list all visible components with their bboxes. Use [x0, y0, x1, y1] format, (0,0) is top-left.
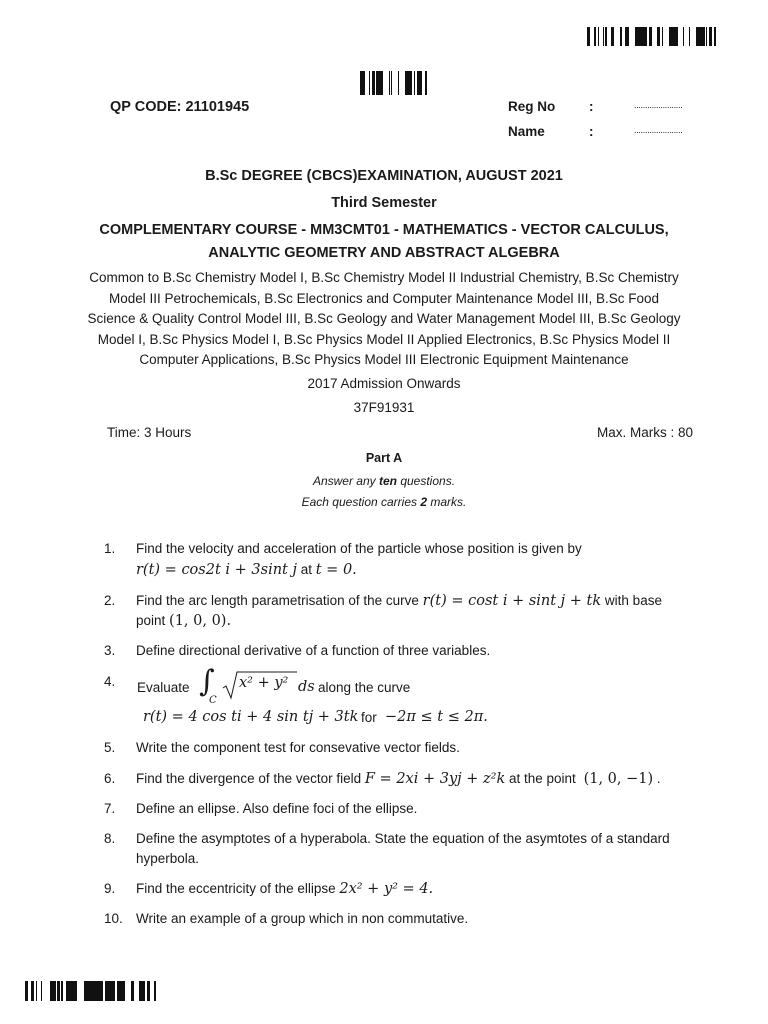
question-6-number: 6. [104, 771, 116, 786]
question-9 [136, 879, 696, 899]
question-4-radicand: x² + y² [239, 675, 289, 691]
question-8 [136, 829, 696, 869]
reg-no-colon: : [589, 99, 594, 114]
common-line-2: Model III Petrochemicals, B.Sc Electronics and Computer Maintenance Model III, B.Sc Food [109, 291, 659, 306]
question-1-at: at [296, 562, 316, 577]
question-7-text: Define an ellipse. Also define foci of the ellipse. [136, 801, 418, 816]
question-2-math-curve: r(t) = cost i + sint j + tk [422, 593, 602, 609]
question-2-text: Find the arc length parametrisation of the curve [136, 593, 423, 608]
question-10-text: Write an example of a group which in non commutative. [136, 911, 469, 926]
common-line-1: Common to B.Sc Chemistry Model I, B.Sc Chemistry Model II Industrial Chemistry, B.Sc Chemistry [89, 270, 679, 285]
question-9-text: Find the eccentricity of the ellipse [136, 881, 340, 896]
question-3-number: 3. [104, 643, 116, 658]
question-4-ds: ds [298, 679, 315, 695]
common-line-4: Model I, B.Sc Physics Model I, B.Sc Physics Model II Applied Electronics, B.Sc Physics Model II [97, 332, 671, 347]
question-4-for: for [361, 710, 377, 725]
time-label: Time: 3 Hours [107, 425, 192, 440]
part-a-instruction-1 [0, 474, 768, 488]
question-4-integral-sign: ∫ [199, 664, 215, 699]
reg-no-field[interactable]: ...................... [634, 100, 683, 110]
qp-code: QP CODE: 21101945 [110, 99, 250, 115]
question-2-line-1 [136, 591, 696, 611]
question-1-line-2 [136, 560, 696, 580]
question-6-end: . [653, 771, 661, 786]
question-6 [136, 769, 696, 789]
question-6-math-point: (1, 0, −1) [583, 771, 654, 787]
question-4-integral-sub: C [209, 695, 217, 706]
name-colon: : [589, 124, 594, 139]
part-a-instruction-2 [0, 495, 768, 509]
exam-title: B.Sc DEGREE (CBCS)EXAMINATION, AUGUST 2021 [205, 168, 563, 184]
question-1-math-position: r(t) = cos2t i + 3sint j [136, 562, 297, 578]
part-a-title: Part A [365, 451, 403, 465]
question-2-line-2 [136, 611, 696, 631]
question-3-text: Define directional derivative of a function of three variables. [136, 643, 491, 658]
instr2-pre: Each question carries [301, 495, 421, 509]
barcode-top-center-icon [353, 71, 429, 95]
barcode-bottom-left-icon [25, 981, 156, 1001]
question-9-math-ellipse: 2x² + y² = 4. [339, 881, 434, 897]
question-4-along: along the curve [318, 680, 411, 695]
question-5-text: Write the component test for consevative vector fields. [136, 740, 460, 755]
course-line-1: COMPLEMENTARY COURSE - MM3CMT01 - MATHEMATICS - VECTOR CALCULUS, [99, 222, 669, 238]
question-9-number: 9. [104, 881, 116, 896]
instr2-post: marks. [427, 495, 467, 509]
barcode-top-right-icon [587, 27, 717, 46]
reg-no-label: Reg No [508, 99, 556, 114]
question-7-number: 7. [104, 801, 116, 816]
question-6-at-point: at the point [505, 771, 580, 786]
question-1-math-time: t = 0. [315, 562, 357, 578]
question-2-math-point: (1, 0, 0). [169, 613, 232, 629]
question-4-math-range: −2π ≤ t ≤ 2π. [385, 709, 488, 725]
question-4-math-curve: r(t) = 4 cos ti + 4 sin tj + 3tk [143, 709, 359, 725]
question-5-number: 5. [104, 740, 116, 755]
course-line-2: ANALYTIC GEOMETRY AND ABSTRACT ALGEBRA [208, 245, 560, 261]
instr1-bold: ten [378, 474, 397, 488]
question-2-point-word: point [136, 613, 170, 628]
max-marks: Max. Marks : 80 [596, 425, 693, 440]
question-1-text: Find the velocity and acceleration of the particle whose position is given by [136, 541, 582, 556]
name-field[interactable]: ...................... [634, 125, 683, 135]
question-1 [136, 539, 696, 580]
name-label: Name [508, 124, 545, 139]
instr1-post: questions. [396, 474, 456, 488]
question-6-text: Find the divergence of the vector field [136, 771, 365, 786]
semester: Third Semester [331, 195, 437, 211]
instr2-bold: 2 [420, 495, 428, 509]
question-2 [136, 591, 696, 631]
question-8-line-2: hyperbola. [136, 851, 200, 866]
instr1-pre: Answer any [312, 474, 379, 488]
question-1-number: 1. [104, 541, 116, 556]
question-2-number: 2. [104, 593, 116, 608]
question-6-math-field: F = 2xi + 3yj + z²k [364, 771, 506, 787]
question-4-number: 4. [104, 674, 116, 689]
question-4-evaluate: Evaluate [137, 680, 190, 695]
common-line-5: Computer Applications, B.Sc Physics Model III Electronic Equipment Maintenance [139, 352, 629, 367]
common-line-3: Science & Quality Control Model III, B.Sc Geology and Water Management Model III, B.Sc Geology [87, 311, 681, 326]
question-2-post: with base [601, 593, 662, 608]
question-8-line-1: Define the asymptotes of a hyperabola. State the equation of the asymtotes of a standard [136, 831, 670, 846]
question-8-number: 8. [104, 831, 116, 846]
admission: 2017 Admission Onwards [307, 376, 461, 391]
question-10-number: 10. [104, 911, 123, 926]
exam-code: 37F91931 [353, 400, 415, 415]
